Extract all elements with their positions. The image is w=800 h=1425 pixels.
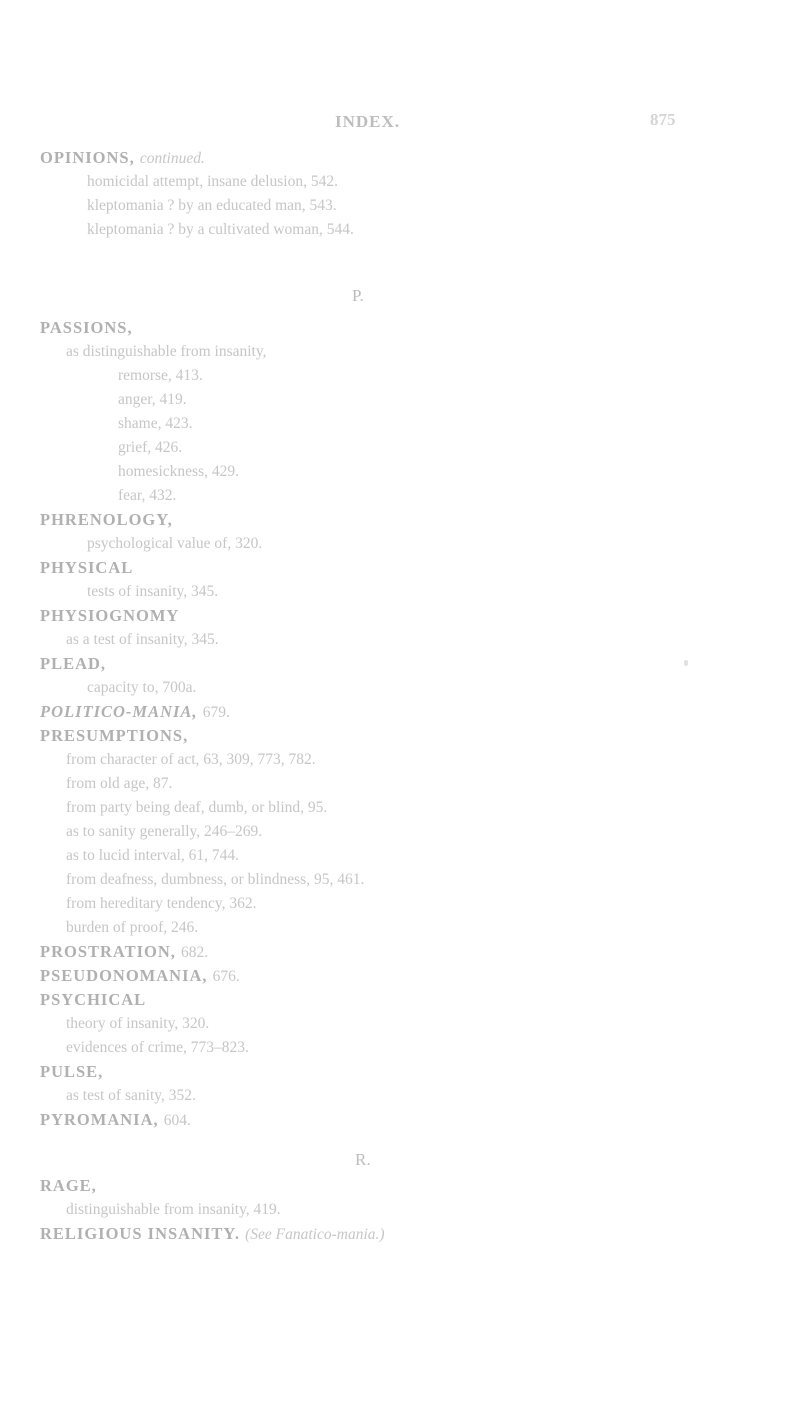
heading-text: RELIGIOUS INSANITY. xyxy=(40,1224,240,1243)
entry-heading: PHYSICAL xyxy=(40,558,134,577)
sub-entry: as test of sanity, 352. xyxy=(66,1087,196,1104)
sub-entry: anger, 419. xyxy=(118,391,187,408)
page-ref: 679. xyxy=(202,704,230,721)
sub-entry: from hereditary tendency, 362. xyxy=(66,895,257,912)
entry-heading: PRESUMPTIONS, xyxy=(40,726,189,745)
sub-entry: from deafness, dumbness, or blindness, 95, 461. xyxy=(66,871,365,888)
sub-entry: distinguishable from insanity, 419. xyxy=(66,1201,281,1218)
page-ref: 604. xyxy=(163,1112,191,1129)
entry-heading xyxy=(40,1110,191,1131)
sub-entry: from character of act, 63, 309, 773, 782. xyxy=(66,751,316,768)
sub-entry: as to sanity generally, 246–269. xyxy=(66,823,263,840)
heading-text: POLITICO-MANIA, xyxy=(40,702,198,721)
running-head: INDEX. xyxy=(335,112,401,131)
sub-entry: burden of proof, 246. xyxy=(66,919,199,936)
paper-speck xyxy=(684,660,688,666)
sub-entry: shame, 423. xyxy=(118,415,193,432)
heading-text: OPINIONS, xyxy=(40,148,135,167)
sub-entry: kleptomania ? by an educated man, 543. xyxy=(87,197,337,214)
sub-entry: theory of insanity, 320. xyxy=(66,1015,210,1032)
heading-text: PSEUDONOMANIA, xyxy=(40,966,208,985)
sub-entry: psychological value of, 320. xyxy=(87,535,263,552)
page-ref: 682. xyxy=(181,944,209,961)
entry-heading: PULSE, xyxy=(40,1062,104,1081)
sub-entry: from party being deaf, dumb, or blind, 95. xyxy=(66,799,328,816)
page-number: 875 xyxy=(650,110,676,129)
sub-entry: tests of insanity, 345. xyxy=(87,583,219,600)
entry-heading xyxy=(40,148,205,169)
entry-heading: RAGE, xyxy=(40,1176,97,1195)
entry-heading: PSYCHICAL xyxy=(40,990,147,1009)
entry-heading: PHYSIOGNOMY xyxy=(40,606,180,625)
sub-entry: from old age, 87. xyxy=(66,775,173,792)
section-letter: P. xyxy=(352,286,364,305)
sub-entry: fear, 432. xyxy=(118,487,177,504)
entry-heading xyxy=(40,1224,385,1245)
entry-heading xyxy=(40,966,240,987)
sub-entry: as to lucid interval, 61, 744. xyxy=(66,847,240,864)
cross-reference: (See Fanatico-mania.) xyxy=(245,1226,385,1243)
section-letter: R. xyxy=(355,1150,371,1169)
continued-label: continued. xyxy=(139,150,205,167)
sub-entry: capacity to, 700a. xyxy=(87,679,197,696)
sub-entry: kleptomania ? by a cultivated woman, 544. xyxy=(87,221,354,238)
entry-heading xyxy=(40,942,208,963)
entry-heading: PHRENOLOGY, xyxy=(40,510,173,529)
entry-heading: PASSIONS, xyxy=(40,318,133,337)
entry-heading xyxy=(40,702,230,723)
sub-entry: as distinguishable from insanity, xyxy=(66,343,267,360)
heading-text: PROSTRATION, xyxy=(40,942,176,961)
page-ref: 676. xyxy=(212,968,240,985)
sub-entry: as a test of insanity, 345. xyxy=(66,631,219,648)
entry-heading: PLEAD, xyxy=(40,654,107,673)
heading-text: PYROMANIA, xyxy=(40,1110,159,1129)
sub-entry: grief, 426. xyxy=(118,439,183,456)
sub-entry: homesickness, 429. xyxy=(118,463,239,480)
sub-entry: remorse, 413. xyxy=(118,367,203,384)
sub-entry: homicidal attempt, insane delusion, 542. xyxy=(87,173,338,190)
sub-entry: evidences of crime, 773–823. xyxy=(66,1039,249,1056)
